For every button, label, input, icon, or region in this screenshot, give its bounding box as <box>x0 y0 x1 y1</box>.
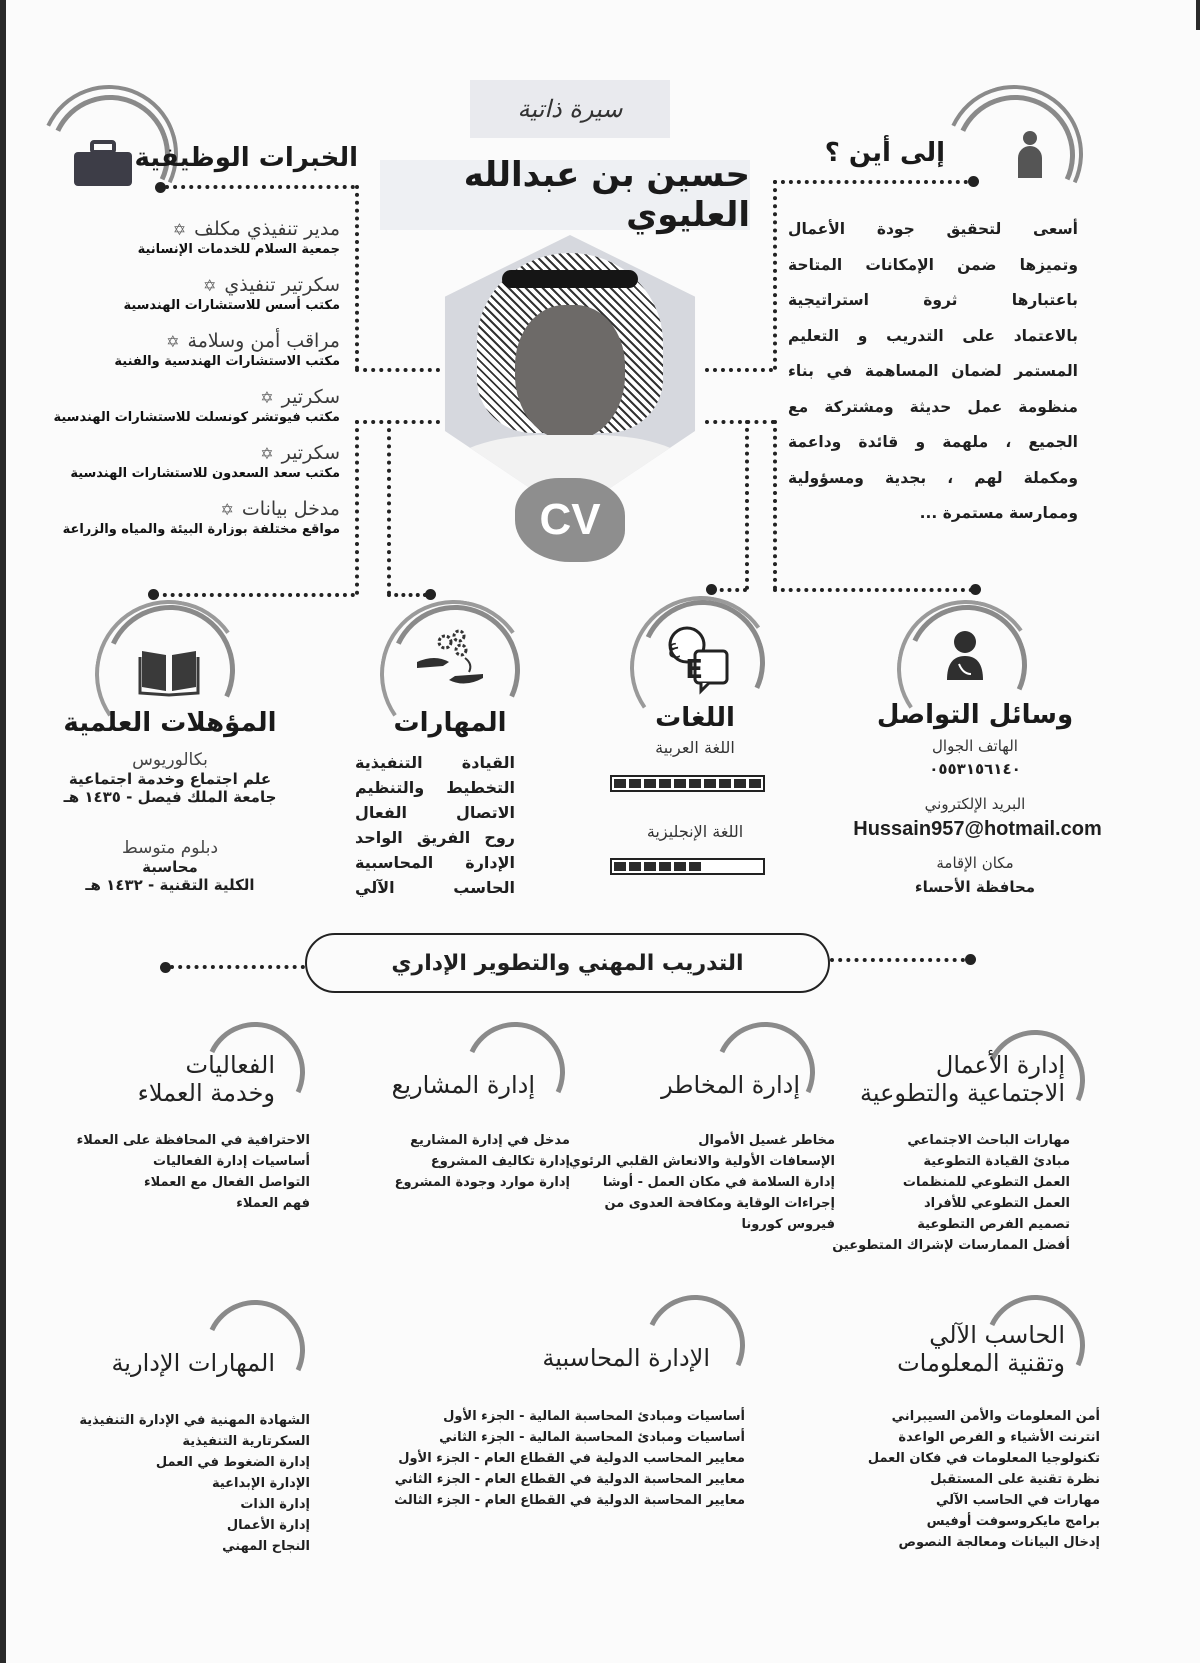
star-bullet-icon: ✡ <box>220 499 234 519</box>
training-item: إدارة تكاليف المشروع <box>430 1154 570 1169</box>
training-item: مدخل في إدارة المشاريع <box>410 1133 570 1148</box>
experience-org: مكتب أسس للاستشارات الهندسية <box>123 298 340 313</box>
training-item: تكنولوجيا المعلومات في فكان العمل <box>867 1451 1100 1466</box>
training-group-title <box>897 1322 1065 1377</box>
training-group-title <box>138 1052 275 1107</box>
residence-value: محافظة الأحساء <box>914 878 1036 896</box>
scan-edge-right <box>1196 0 1200 30</box>
training-group-title-line: الحاسب الآلي <box>929 1321 1065 1349</box>
skill-item: التخطيط والتنظيم <box>355 778 515 797</box>
language-name: اللغة الإنجليزية <box>646 822 744 841</box>
training-list <box>394 1406 745 1511</box>
connector-line <box>830 958 965 962</box>
training-group-title-line: وتقنية المعلومات <box>897 1348 1065 1377</box>
objective-line: المستمر لضمان المساهمة في بناء <box>788 362 1078 380</box>
training-group-title-line: إدارة المخاطر <box>661 1071 800 1099</box>
experience-role: سكرتير <box>281 386 340 408</box>
skills-list <box>355 750 515 900</box>
training-group-title <box>392 1072 535 1100</box>
connector-dot <box>968 176 979 187</box>
level-segment <box>689 862 701 871</box>
skills-title: المهارات <box>393 708 507 738</box>
training-item: النجاح المهني <box>222 1539 310 1554</box>
level-segment <box>749 779 761 788</box>
training-item: السكرتارية التنفيذية <box>182 1434 310 1449</box>
experience-org: مواقع مختلفة بوزارة البيئة والمياه والزراعة <box>62 522 340 537</box>
star-bullet-icon: ✡ <box>172 219 187 239</box>
email-label: البريد الإلكتروني <box>924 795 1026 813</box>
training-title: التدريب المهني والتطوير الإداري <box>305 933 830 993</box>
connector-line <box>773 588 973 592</box>
experience-role: مدخل بيانات <box>241 498 340 520</box>
connector-dot <box>706 584 717 595</box>
training-group-title-line: وخدمة العملاء <box>137 1078 275 1107</box>
degree-block <box>60 838 280 894</box>
training-item: أساسيات ومبادئ المحاسبة المالية - الجزء الثاني <box>439 1430 745 1445</box>
training-group-title-line: المهارات الإدارية <box>111 1349 275 1377</box>
level-segment <box>644 779 656 788</box>
training-item: نظرة تقنية على المستقبل <box>930 1472 1100 1487</box>
connector-line <box>705 420 775 424</box>
star-bullet-icon: ✡ <box>260 387 274 407</box>
connector-line <box>745 420 749 590</box>
objective-line: منظومة عمل حديثة ومشتركة مع <box>788 397 1078 416</box>
degree-name: دبلوم متوسط <box>121 838 219 858</box>
objective-title: إلى أين ؟ <box>824 138 945 168</box>
training-item: أمن المعلومات والأمن السيبراني <box>891 1409 1100 1424</box>
training-item: مبادئ القيادة التطوعية <box>923 1154 1070 1169</box>
experience-org: جمعية السلام للخدمات الإنسانية <box>137 242 340 257</box>
connector-dot <box>970 584 981 595</box>
training-item: فهم العملاء <box>236 1196 310 1211</box>
profile-photo <box>437 235 703 515</box>
face <box>515 305 625 440</box>
connector-dot <box>965 954 976 965</box>
level-segment <box>704 779 716 788</box>
training-item: الإسعافات الأولية والانعاش القلبي الرئوي <box>568 1154 835 1169</box>
level-segment <box>659 862 671 871</box>
experience-org: مكتب سعد السعدون للاستشارات الهندسية <box>70 466 340 481</box>
contact-title: وسائل التواصل <box>876 700 1074 730</box>
training-item: تصميم الفرص التطوعية <box>917 1217 1070 1232</box>
experience-item <box>10 498 340 537</box>
level-segment <box>689 779 701 788</box>
degree-major: محاسبة <box>142 858 198 876</box>
training-group-title-line: الإدارة المحاسبية <box>542 1344 710 1372</box>
training-item: أساسيات ومبادئ المحاسبة المالية - الجزء الأول <box>443 1409 745 1424</box>
training-item: معايير المحاسبة الدولية في القطاع العام - الجزء الثالث <box>394 1493 745 1508</box>
training-item: انترنت الأشياء و الفرص الواعدة <box>898 1430 1100 1445</box>
training-list <box>395 1130 570 1193</box>
level-segment <box>719 779 731 788</box>
training-item: معايير المحاسبة الدولية في القطاع العام - الجزء الثاني <box>394 1472 745 1487</box>
experience-item <box>10 218 340 257</box>
training-item: الشهادة المهنية في الإدارة التنفيذية <box>79 1413 310 1428</box>
connector-dot <box>425 589 436 600</box>
level-segment <box>629 779 641 788</box>
briefcase-icon <box>72 140 134 192</box>
experience-org: مكتب الاستشارات الهندسية والفنية <box>114 354 340 369</box>
experience-item <box>10 386 340 425</box>
person-icon <box>1015 130 1045 182</box>
connector-line <box>165 185 355 189</box>
open-book-icon <box>138 645 200 701</box>
degree-school: جامعة الملك فيصل - ١٤٣٥ هـ <box>63 788 277 806</box>
experience-list <box>0 212 340 552</box>
objective-line: ومكملة لهم ، بجدية ومسؤولية <box>788 468 1078 487</box>
language-bubbles-icon <box>663 625 733 699</box>
level-segment <box>614 862 626 871</box>
experience-item <box>10 330 340 369</box>
level-segment <box>614 779 626 788</box>
training-item: فيروس كورونا <box>741 1217 835 1232</box>
training-group-title <box>542 1345 710 1373</box>
connector-line <box>712 588 747 592</box>
training-item: مهارات الباحث الاجتماعي <box>907 1133 1070 1148</box>
level-segment <box>674 779 686 788</box>
training-list <box>569 1130 835 1235</box>
star-bullet-icon: ✡ <box>260 443 274 463</box>
training-item: التواصل الفعال مع العملاء <box>143 1175 310 1190</box>
objective-line: وممارسة مستمرة ... <box>919 504 1078 522</box>
star-bullet-icon: ✡ <box>166 331 180 351</box>
training-item: أساسيات إدارة الفعاليات <box>153 1154 310 1169</box>
document-title: سيرة ذاتية <box>470 80 670 138</box>
training-group-title-line: الفعاليات <box>185 1051 275 1079</box>
degree-name: بكالوريوس <box>132 750 208 770</box>
agal <box>502 270 638 288</box>
level-segment <box>644 862 656 871</box>
training-list <box>77 1130 310 1214</box>
language-level-bar-english <box>610 858 765 875</box>
training-item: إدارة الأعمال <box>226 1518 310 1533</box>
experience-item <box>10 274 340 313</box>
objective-line: أسعى لتحقيق جودة الأعمال <box>788 220 1078 238</box>
training-item: إدخال البيانات ومعالجة النصوص <box>898 1535 1100 1550</box>
training-item: مخاطر غسيل الأموال <box>698 1133 835 1148</box>
connector-line <box>355 185 359 370</box>
star-bullet-icon: ✡ <box>202 275 217 295</box>
degree-major: علم اجتماع وخدمة اجتماعية <box>68 770 272 788</box>
qualifications-title: المؤهلات العلمية <box>63 708 277 738</box>
objective-line: باعتبارها ثروة استراتيجية <box>788 291 1078 309</box>
training-group-title <box>860 1052 1065 1107</box>
level-segment <box>659 779 671 788</box>
phone-label: الهاتف الجوال <box>932 737 1018 755</box>
training-item: إجراءات الوقاية ومكافحة العدوى من <box>604 1196 835 1211</box>
training-item: إدارة موارد وجودة المشروع <box>394 1175 570 1190</box>
connector-line <box>170 965 305 969</box>
training-item: إدارة السلامة في مكان العمل - أوشا <box>602 1175 835 1190</box>
languages-title: اللغات <box>655 703 735 733</box>
contact-person-icon <box>945 630 985 684</box>
connector-line <box>355 368 440 372</box>
training-item: الإدارة الإبداعية <box>211 1476 310 1491</box>
training-item: أفضل الممارسات لإشراك المتطوعين <box>832 1238 1070 1253</box>
training-item: معايير المحاسب الدولية في القطاع العام - الجزء الأول <box>398 1451 745 1466</box>
training-group-title-line: إدارة الأعمال <box>935 1051 1065 1079</box>
connector-line <box>355 420 359 595</box>
experience-role: سكرتير تنفيذي <box>224 274 340 296</box>
skill-item: القيادة التنفيذية <box>355 753 515 772</box>
skill-item: الاتصال الفعال <box>355 803 515 822</box>
language-name: اللغة العربية <box>655 738 735 757</box>
gears-hands-icon <box>415 628 485 694</box>
experience-role: مدير تنفيذي مكلف <box>194 218 340 240</box>
training-item: برامج مايكروسوفت أوفيس <box>926 1514 1100 1529</box>
training-group-title <box>111 1350 275 1378</box>
connector-line <box>387 420 391 595</box>
connector-line <box>355 420 440 424</box>
svg-text:ع: ع <box>668 634 680 658</box>
training-item: إدارة الذات <box>240 1497 310 1512</box>
residence-label: مكان الإقامة <box>936 854 1014 872</box>
skill-item: الحاسب الآلي <box>355 878 515 897</box>
level-segment <box>734 779 746 788</box>
experience-item <box>10 442 340 481</box>
experience-role: مراقب أمن وسلامة <box>187 330 340 352</box>
connector-line <box>705 368 773 372</box>
candidate-name: حسين بن عبدالله العليوي <box>380 160 750 230</box>
svg-text:E: E <box>685 655 703 685</box>
objective-line: وتميزها ضمن الإمكانات المتاحة <box>788 255 1078 274</box>
connector-line <box>773 180 777 370</box>
training-group-title <box>661 1072 800 1100</box>
training-list <box>868 1406 1100 1553</box>
training-list <box>832 1130 1070 1256</box>
connector-line <box>773 180 968 184</box>
cv-badge: CV <box>515 478 625 562</box>
degree-block <box>60 750 280 806</box>
experience-org: مكتب فيوتشر كونسلت للاستشارات الهندسية <box>53 410 340 425</box>
training-group-title-line: الاجتماعية والتطوعية <box>859 1078 1065 1107</box>
degree-school: الكلية التقنية - ١٤٣٢ هـ <box>85 876 255 894</box>
skill-item: روح الفريق الواحد <box>355 828 515 847</box>
training-item: إدارة الضغوط في العمل <box>155 1455 310 1470</box>
level-segment <box>629 862 641 871</box>
training-item: مهارات في الحاسب الآلي <box>935 1493 1100 1508</box>
training-group-title-line: إدارة المشاريع <box>391 1071 535 1099</box>
experience-role: سكرتير <box>281 442 340 464</box>
training-item: العمل التطوعي للمنظمات <box>902 1175 1070 1190</box>
objective-line: الجميع ، ملهمة و قائدة وداعمة <box>788 433 1078 451</box>
objective-text <box>788 212 1078 532</box>
phone-value[interactable]: ٠٥٥٣١٥٦١٤٠ <box>929 760 1021 778</box>
language-level-bar-arabic <box>610 775 765 792</box>
connector-line <box>773 420 777 590</box>
connector-dot <box>148 589 159 600</box>
training-list <box>79 1410 310 1557</box>
connector-line <box>155 593 355 597</box>
level-segment <box>674 862 686 871</box>
skill-item: الإدارة المحاسبية <box>355 853 515 872</box>
experience-title: الخبرات الوظيفية <box>134 143 358 173</box>
training-item: العمل التطوعي للأفراد <box>923 1196 1070 1211</box>
email-value[interactable]: Hussain957@hotmail.com <box>853 818 1102 840</box>
training-item: الاحترافية في المحافظة على العملاء <box>76 1133 310 1148</box>
connector-line <box>387 593 427 597</box>
objective-line: بالاعتماد على التدريب و التعليم <box>788 326 1078 345</box>
